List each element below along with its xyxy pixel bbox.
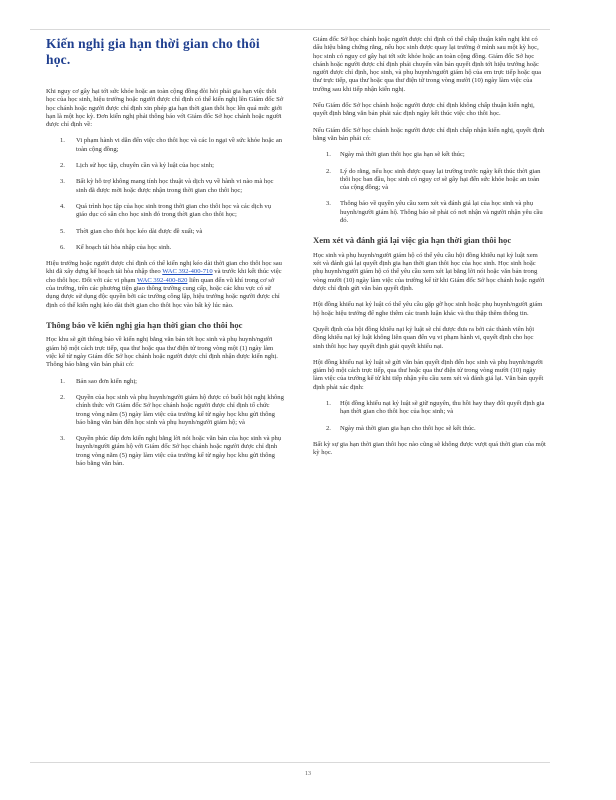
page-number: 13	[305, 771, 311, 777]
written-decision-paragraph: Hội đồng khiếu nại kỷ luật sẽ gửi văn bản quyết định đến học sinh và phụ huynh/người giám hộ một cách trực tiếp, qua thư hoặc qua thư điện tử trong vòng mười (10) ngày làm việc của trường kể từ khi tiếp nhận yêu cầu xem xét và đánh giá lại. Văn bản quyết định phải xác định:	[313, 358, 544, 391]
list-item: 4. Quá trình học tập của học sinh trong thời gian cho thôi học và các dịch vụ giáo dục có sẵn cho học sinh đó trong thời gian cho thôi học;	[60, 202, 272, 219]
approval-paragraph: Giám đốc Sở học chánh hoặc người được chỉ định có thể chấp thuận kiến nghị khi có dấu hiệu bằng chứng rằng, nếu học sinh được quay lại trường ở mình sau một kỳ học, học sinh có nguy cơ gây hại tới sức khỏe hoặc an toàn cộng đồng. Giám đốc Sở học chánh hoặc người được chỉ định phải chuyển văn bản quyết định tới hiệu trưởng hoặc người được chỉ định, học sinh, và phụ huynh/người giám hộ của em trực tiếp hoặc qua thư trực tiếp, qua thư hoặc qua thư điện tử trong vòng mười (10) ngày làm việc của trường sau khi tiếp nhận kiến nghị.	[313, 36, 542, 93]
notice-contents-list	[46, 378, 284, 469]
list-item: 6. Kế hoạch tái hòa nhập của học sinh.	[60, 243, 172, 251]
page-title: Kiến nghị gia hạn thời gian cho thôi học.	[46, 36, 260, 67]
petition-contents-list	[46, 137, 284, 252]
list-item: 2. Lịch sử học tập, chuyên cần và kỷ luật của học sinh;	[60, 162, 214, 170]
list-item: 3. Thông báo về quyền yêu cầu xem xét và đánh giá lại của học sinh và phụ huynh/người giám hộ. Thông báo sẽ phải có nơi nhận và người nhận yêu cầu đó.	[326, 200, 543, 225]
petition-timing-paragraph: Hiệu trưởng hoặc người được chỉ định có thể kiến nghị kéo dài thời gian cho thôi học sau khi đã xây dựng kế hoạch tái hòa nhập theo WAC 392-400-710 và trước khi kết thúc việc cho thôi học. Đối với các vi phạm WAC 392-400-820 liên quan đến vũ khí trong cơ sở của trường, trên các phương tiện giao thông trường cung cấp, hoặc các khu vực có sử dụng được sử dụng độc quyền bởi các trường công lập, hiệu trưởng hoặc người được chỉ định có thể kiến nghị kéo dài thời gian cho thôi học vào bất kỳ lúc nào.	[46, 260, 282, 309]
wac-link-820[interactable]: WAC 392-400-820	[137, 276, 188, 284]
intro-paragraph: Khi nguy cơ gây hại tới sức khỏe hoặc an toàn cộng đồng đòi hỏi phải gia hạn việc thôi học của học sinh, hiệu trưởng hoặc người được chỉ định có thể kiến nghị lên Giám đốc Sở học chánh hoặc người được chỉ định xin phép gia hạn thời gian thôi học lên quá mức giới hạn là một học kỳ. Đơn kiến nghị phải thông báo với Giám đốc Sở học chánh hoặc người được chỉ định về:	[46, 88, 284, 129]
list-item: 2. Lý do rằng, nếu học sinh được quay lại trường trước ngày kết thúc thời gian thôi học ban đầu, học sinh có nguy cơ sẽ gây hại đến sức khỏe hoặc an toàn của cộng đồng; và	[326, 167, 541, 192]
decision-contents-list	[313, 151, 546, 225]
list-item: 1. Ngày mà thời gian thôi học gia hạn sẽ kết thúc;	[326, 151, 465, 159]
list-item: 2. Quyền của học sinh và phụ huynh/người giám hộ được có buổi hội nghị không chính thức với Giám đốc Sở học chánh hoặc người được chỉ định tổ chức trong vòng năm (5) ngày làm việc của trường kể từ ngày học khu gửi thông báo bằng văn bản đến học sinh và phụ huynh/người giám hộ; và	[60, 393, 284, 426]
list-item: 3. Bất kỳ hỗ trợ không mang tính học thuật và dịch vụ về hành vi nào mà học sinh đã được mời hoặc được nhận trong thời gian cho thôi học;	[60, 178, 274, 194]
page-bottom-rule	[30, 762, 550, 763]
notice-paragraph: Học khu sẽ gửi thông báo về kiến nghị bằng văn bản tới học sinh và phụ huynh/người giám hộ một cách trực tiếp, qua thư hoặc qua thư điện tử trong vòng một (1) ngày làm việc kể từ ngày Giám đốc Sở học chánh hoặc người được chỉ định nhận được kiến nghị. Thông báo bằng văn bản phải có:	[46, 336, 278, 369]
review-paragraph: Học sinh và phụ huynh/người giám hộ có thể yêu cầu hội đồng khiếu nại kỷ luật xem xét và đánh giá lại quyết định gia hạn thời gian thôi học của học sinh. Học sinh hoặc phụ huynh/người giám hộ có thể yêu cầu xem xét lại bằng lời nói hoặc văn bản trong vòng mười (10) ngày làm việc của trường kể từ khi Giám đốc Sở học chánh hoặc người được chỉ định gửi văn bản quyết định.	[313, 251, 545, 293]
list-item: 3. Quyền phúc đáp đơn kiến nghị bằng lời nói hoặc văn bản của học sinh và phụ huynh/người giám hộ với Giám đốc Sở học chánh hoặc người được chỉ định trong vòng năm (5) ngày làm việc của trường kể từ ngày học khu gửi thông báo bằng văn bản.	[60, 435, 282, 467]
section-heading-review: Xem xét và đánh giá lại việc gia hạn thời gian thôi học	[313, 235, 512, 246]
right-column	[313, 36, 546, 465]
board-decision-paragraph: Quyết định của hội đồng khiếu nại kỷ luật sẽ chỉ được đưa ra bởi các thành viên hội đồng khiếu nại kỷ luật không liên quan đến vụ vi phạm hành vi, quyết định cho học sinh thôi học hay quyết định giải quyết khiếu nại.	[313, 325, 535, 350]
list-item: 2. Ngày mà thời gian gia hạn cho thôi học sẽ kết thúc.	[326, 424, 476, 432]
list-item: 1. Vi phạm hành vi dẫn đến việc cho thôi học và các lo ngại về sức khỏe hoặc an toàn cộng đồng;	[60, 137, 283, 153]
denial-paragraph: Nếu Giám đốc Sở học chánh hoặc người được chỉ định không chấp thuận kiến nghị, quyết định bằng văn bản phải xác định ngày kết thúc việc cho thôi học.	[313, 102, 535, 118]
list-item: 1. Bản sao đơn kiến nghị;	[60, 377, 137, 385]
decision-intro-paragraph: Nếu Giám đốc Sở học chánh hoặc người được chỉ định chấp nhận kiến nghị, quyết định bằng văn bản phải có:	[313, 126, 545, 142]
list-item: 1. Hội đồng khiếu nại kỷ luật sẽ giữ nguyên, thu hồi hay thay đổi quyết định gia hạn thời gian cho thôi học của học sinh; và	[326, 400, 545, 416]
board-decision-list	[313, 400, 546, 433]
wac-link-710[interactable]: WAC 392-400-710	[162, 268, 213, 276]
board-meeting-paragraph: Hội đồng khiếu nại kỷ luật có thể yêu cầu gặp gỡ học sinh hoặc phụ huynh/người giám hộ hoặc hiệu trưởng để nghe thêm các tranh luận khác và thu thập thêm thông tin.	[313, 301, 543, 317]
list-item: 5. Thời gian cho thôi học kéo dài được đề xuất; và	[60, 227, 203, 235]
page-top-rule	[30, 29, 550, 30]
section-heading-notice: Thông báo về kiến nghị gia hạn thời gian cho thôi học	[46, 319, 243, 330]
left-column	[46, 36, 284, 476]
limit-paragraph: Bất kỳ sự gia hạn thời gian thôi học nào cũng sẽ không được vượt quá thời gian của một kỳ học.	[313, 440, 546, 457]
